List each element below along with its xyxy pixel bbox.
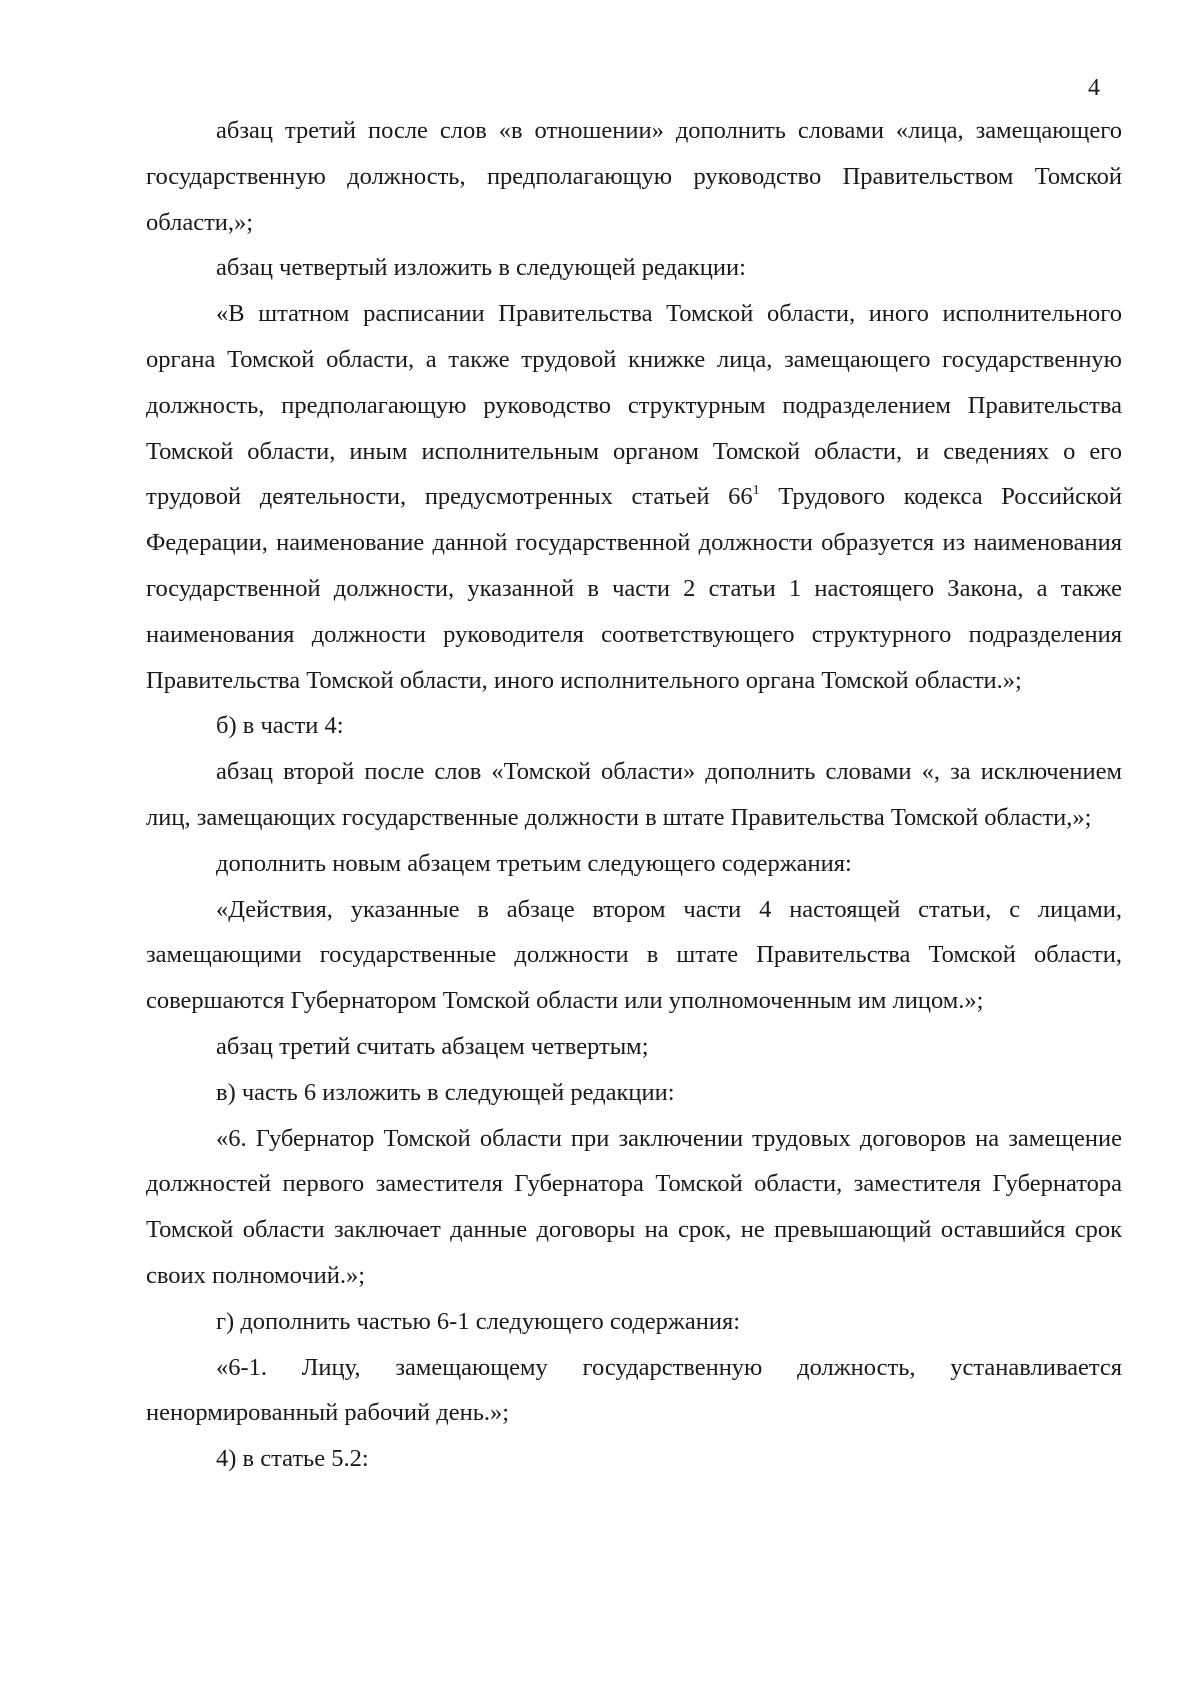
paragraph: «6. Губернатор Томской области при заключении трудовых договоров на замещение должностей первого заместителя Губернатора Томской области, заместителя Губернатора Томской области заключает данные договоры на срок, не превышающий оставшийся срок своих полномочий.»;	[146, 1124, 1122, 1289]
paragraph: абзац четвертый изложить в следующей редакции:	[216, 254, 746, 282]
paragraph: дополнить новым абзацем третьим следующего содержания:	[216, 849, 852, 877]
superscript: 1	[752, 483, 760, 499]
page-number: 4	[1088, 75, 1100, 101]
paragraph: 4) в статье 5.2:	[216, 1445, 369, 1473]
paragraph: «6-1. Лицу, замещающему государственную должность, устанавливается ненормированный рабочий день.»;	[146, 1353, 1122, 1427]
paragraph: абзац второй после слов «Томской области» дополнить словами «, за исключением лиц, замещающих государственные должности в штате Правительства Томской области,»;	[146, 758, 1122, 831]
paragraph: б) в части 4:	[216, 712, 344, 740]
paragraph: абзац третий после слов «в отношении» дополнить словами «лица, замещающего государственную должность, предполагающую руководство Правительством Томской области,»;	[146, 117, 1122, 236]
paragraph: «Действия, указанные в абзаце втором части 4 настоящей статьи, с лицами, замещающими государственные должности в штате Правительства Томской области, совершаются Губернатором Томской области или уполномоченным им лицом.»;	[146, 895, 1122, 1015]
paragraph: в) часть 6 изложить в следующей редакции:	[216, 1078, 675, 1106]
paragraph-text-before: «В штатном расписании Правительства Томской области, иного исполнительного органа Томской области, а также трудовой книжке лица, замещающего государственную должность, предполагающую руководство структурным подразделением Правительства Томской области, иным исполнительным органом Томской области, и сведениях о его трудовой деятельности, предусмотренных статьей 66	[146, 300, 1122, 511]
paragraph-with-superscript	[146, 291, 1122, 703]
paragraph: г) дополнить частью 6-1 следующего содержания:	[216, 1307, 741, 1335]
paragraph-text-after: Трудового кодекса Российской Федерации, наименование данной государственной должности образуется из наименования государственной должности, указанной в части 2 статьи 1 настоящего Закона, а также наименования должности руководителя соответствующего структурного подразделения Правительства Томской области, иного исполнительного органа Томской области.»;	[146, 483, 1122, 694]
paragraph: абзац третий считать абзацем четвертым;	[216, 1032, 649, 1060]
document-body	[146, 108, 1122, 1482]
